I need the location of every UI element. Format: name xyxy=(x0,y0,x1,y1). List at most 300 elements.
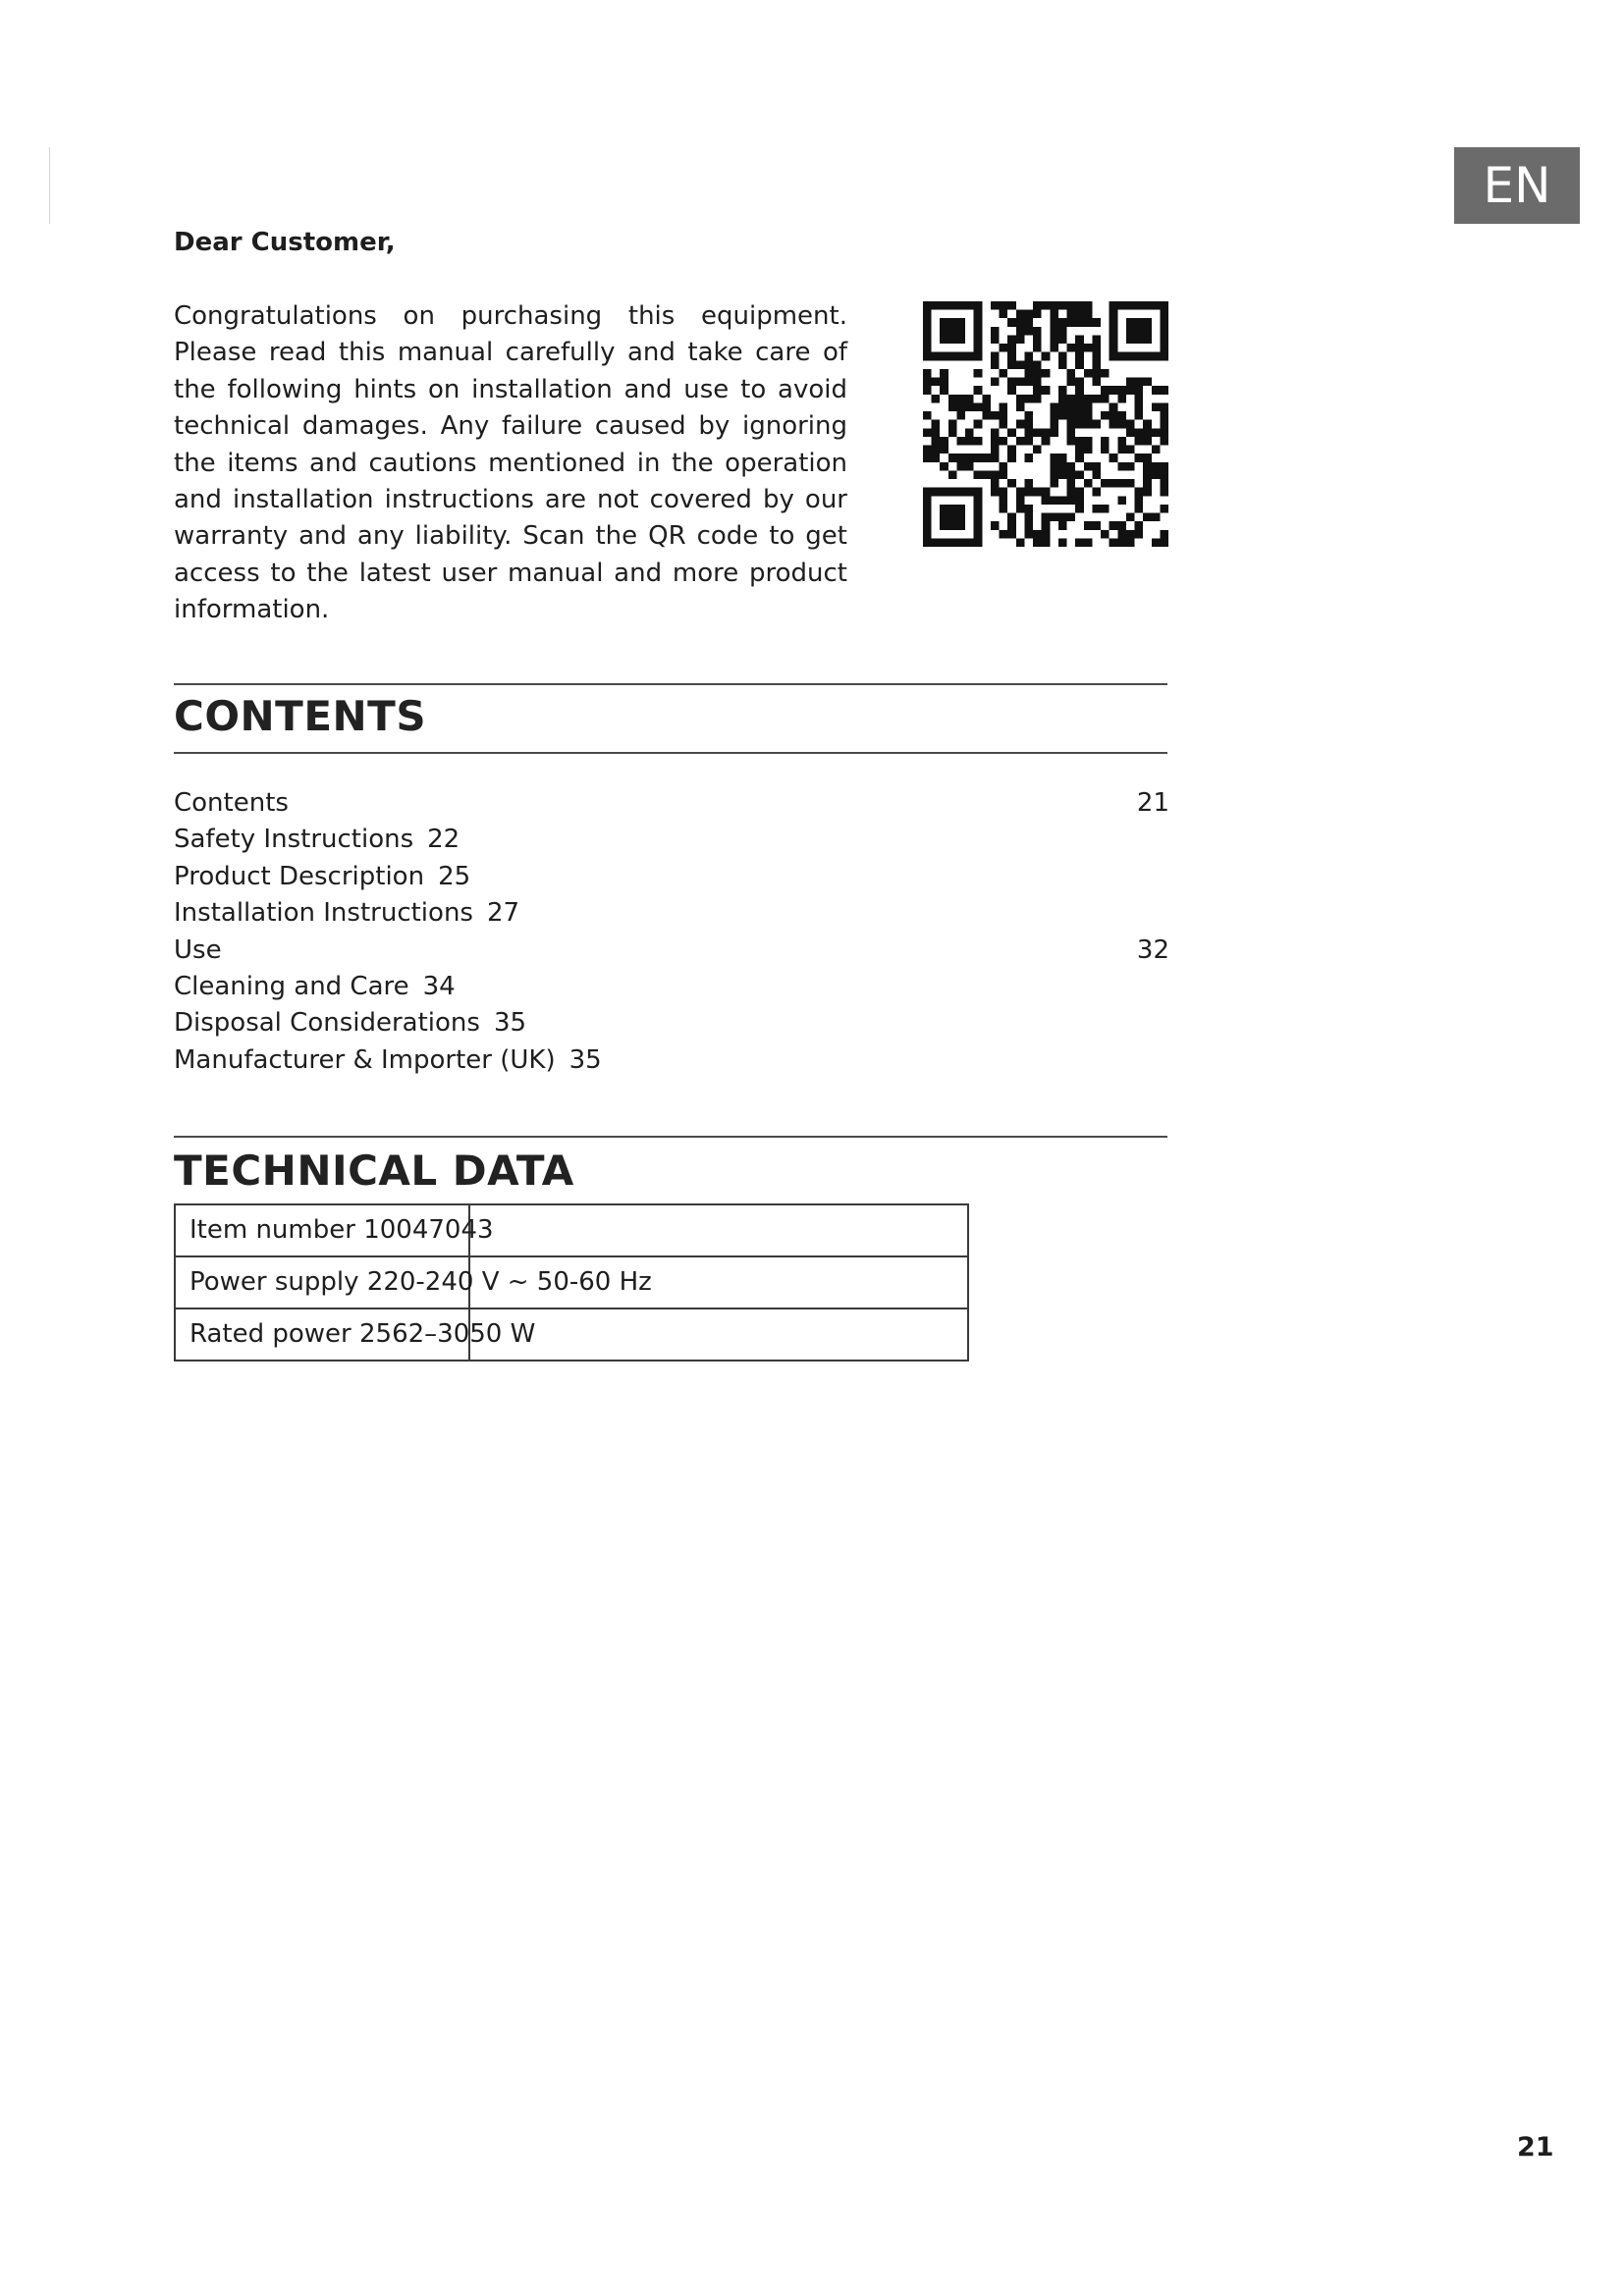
qr-module xyxy=(1135,530,1144,539)
qr-module xyxy=(1042,437,1051,446)
qr-module xyxy=(1143,488,1152,497)
qr-module xyxy=(956,402,965,411)
qr-module xyxy=(1024,521,1033,530)
qr-module xyxy=(1135,386,1144,395)
toc-label: Product Description xyxy=(174,861,425,891)
tech-label: Power supply xyxy=(189,1267,359,1297)
qr-module xyxy=(940,462,948,471)
qr-module xyxy=(1092,521,1101,530)
toc-item xyxy=(174,969,1169,1005)
qr-module xyxy=(1050,462,1058,471)
qr-module xyxy=(1058,352,1067,361)
toc-page: 32 xyxy=(1136,934,1169,965)
qr-module xyxy=(1058,395,1067,403)
qr-module xyxy=(1016,378,1025,387)
qr-module xyxy=(1007,428,1016,437)
qr-module xyxy=(1042,369,1051,378)
qr-module xyxy=(991,437,1000,446)
qr-module xyxy=(923,411,932,420)
qr-module xyxy=(923,369,932,378)
qr-module xyxy=(1152,428,1161,437)
qr-module xyxy=(1101,386,1110,395)
qr-module xyxy=(1007,454,1016,462)
toc-label: Disposal Considerations xyxy=(174,1008,480,1039)
qr-module xyxy=(991,521,1000,530)
qr-module xyxy=(1075,378,1084,387)
qr-module xyxy=(1007,446,1016,454)
qr-module xyxy=(1033,369,1042,378)
qr-module xyxy=(956,437,965,446)
qr-module xyxy=(991,428,1000,437)
qr-module xyxy=(1050,310,1058,319)
qr-module xyxy=(974,386,983,395)
qr-module xyxy=(1058,462,1067,471)
qr-module xyxy=(1016,496,1025,505)
qr-module xyxy=(1117,386,1126,395)
qr-module xyxy=(1143,513,1152,522)
qr-module xyxy=(1143,454,1152,462)
qr-module xyxy=(1075,344,1084,352)
qr-module xyxy=(1135,521,1144,530)
qr-module xyxy=(1042,538,1051,547)
qr-module xyxy=(1007,521,1016,530)
qr-module xyxy=(1067,301,1076,310)
qr-module xyxy=(1092,344,1101,352)
qr-module xyxy=(1000,470,1008,479)
qr-module xyxy=(1067,402,1076,411)
qr-module xyxy=(1050,402,1058,411)
qr-module xyxy=(1135,428,1144,437)
qr-module xyxy=(1033,386,1042,395)
qr-module xyxy=(1084,318,1093,327)
qr-module xyxy=(1135,437,1144,446)
qr-module xyxy=(932,395,941,403)
toc-page: 35 xyxy=(568,1044,602,1075)
qr-module xyxy=(1016,437,1025,446)
qr-module xyxy=(974,437,983,446)
qr-module xyxy=(1050,344,1058,352)
qr-module xyxy=(956,462,965,471)
qr-module xyxy=(1024,488,1033,497)
qr-module xyxy=(1075,352,1084,361)
qr-module xyxy=(1117,411,1126,420)
qr-module xyxy=(940,437,948,446)
qr-module xyxy=(1135,496,1144,505)
qr-module xyxy=(1058,513,1067,522)
qr-module xyxy=(1033,378,1042,387)
qr-module xyxy=(1050,301,1058,310)
qr-module xyxy=(932,454,941,462)
qr-module xyxy=(1058,470,1067,479)
qr-module xyxy=(974,402,983,411)
qr-module xyxy=(1024,454,1033,462)
qr-module xyxy=(1000,344,1008,352)
technical-data-table xyxy=(174,1203,969,1362)
qr-module xyxy=(1058,411,1067,420)
qr-module xyxy=(1050,318,1058,327)
toc-label: Manufacturer & Importer (UK) xyxy=(174,1044,556,1075)
qr-module xyxy=(1050,513,1058,522)
tech-value: 220-240 V ~ 50-60 Hz xyxy=(366,1267,652,1297)
qr-module xyxy=(1067,420,1076,429)
qr-module xyxy=(965,402,974,411)
qr-module xyxy=(1126,428,1135,437)
qr-module xyxy=(982,470,991,479)
qr-module xyxy=(1160,386,1168,395)
qr-module xyxy=(956,454,965,462)
qr-module xyxy=(1160,505,1168,513)
qr-module xyxy=(1075,411,1084,420)
qr-module xyxy=(1126,538,1135,547)
qr-module xyxy=(1058,538,1067,547)
qr-module xyxy=(1033,327,1042,336)
qr-module xyxy=(932,378,941,387)
tech-label: Rated power xyxy=(189,1319,352,1349)
qr-module xyxy=(1135,411,1144,420)
qr-module xyxy=(1075,470,1084,479)
toc-page: 22 xyxy=(427,825,460,855)
qr-module xyxy=(1058,301,1067,310)
qr-module xyxy=(932,437,941,446)
qr-module xyxy=(1075,301,1084,310)
qr-module xyxy=(1016,335,1025,344)
qr-module xyxy=(1117,437,1126,446)
qr-module xyxy=(1016,360,1025,369)
qr-module xyxy=(1135,454,1144,462)
qr-module xyxy=(956,395,965,403)
qr-module xyxy=(1075,386,1084,395)
qr-module xyxy=(991,446,1000,454)
qr-module xyxy=(1084,411,1093,420)
qr-module xyxy=(948,470,957,479)
qr-module xyxy=(923,386,932,395)
qr-module xyxy=(1160,488,1168,497)
qr-module xyxy=(1101,411,1110,420)
qr-module xyxy=(1160,420,1168,429)
qr-module xyxy=(1160,538,1168,547)
contents-list xyxy=(174,785,1169,1079)
qr-module xyxy=(1084,395,1093,403)
qr-module xyxy=(1050,411,1058,420)
qr-module xyxy=(1007,513,1016,522)
qr-module xyxy=(923,378,932,387)
qr-module xyxy=(1033,335,1042,344)
qr-module xyxy=(1101,446,1110,454)
qr-module xyxy=(1024,378,1033,387)
qr-module xyxy=(1067,488,1076,497)
qr-module xyxy=(1075,395,1084,403)
qr-module xyxy=(1143,470,1152,479)
qr-module xyxy=(1067,318,1076,327)
tech-value: 10047043 xyxy=(363,1215,494,1245)
qr-module xyxy=(1110,521,1118,530)
qr-module xyxy=(1067,310,1076,319)
intro-paragraph: Congratulations on purchasing this equipment. Please read this manual carefully and take care of the following hints on installation and use to avoid technical damages. Any failure caused by ignoring the items and cautions mentioned in the operation and installation instructions are not covered by our warranty and any liability. Scan the QR code to get access to the latest user manual and more product information. xyxy=(174,301,847,625)
qr-module xyxy=(1143,420,1152,429)
qr-module xyxy=(1024,352,1033,361)
qr-module xyxy=(1000,301,1008,310)
qr-module xyxy=(1160,479,1168,488)
qr-module xyxy=(991,360,1000,369)
qr-module xyxy=(1084,369,1093,378)
qr-module xyxy=(991,335,1000,344)
qr-module xyxy=(1000,310,1008,319)
qr-module xyxy=(1084,446,1093,454)
qr-module xyxy=(965,395,974,403)
qr-module xyxy=(1067,395,1076,403)
qr-module xyxy=(1143,462,1152,471)
qr-module xyxy=(1007,378,1016,387)
qr-module xyxy=(940,369,948,378)
qr-module xyxy=(991,479,1000,488)
qr-module xyxy=(1117,395,1126,403)
qr-module xyxy=(1042,521,1051,530)
qr-module xyxy=(1117,496,1126,505)
qr-module xyxy=(1050,496,1058,505)
qr-module xyxy=(1067,411,1076,420)
qr-module xyxy=(1152,470,1161,479)
qr-module xyxy=(1000,411,1008,420)
qr-module xyxy=(1092,335,1101,344)
qr-module xyxy=(965,462,974,471)
qr-module xyxy=(1058,496,1067,505)
toc-page: 27 xyxy=(486,898,520,929)
qr-module xyxy=(1092,420,1101,429)
qr-module xyxy=(1050,470,1058,479)
qr-module xyxy=(1075,335,1084,344)
toc-page: 25 xyxy=(438,861,471,891)
qr-module xyxy=(982,454,991,462)
qr-module xyxy=(991,378,1000,387)
qr-module xyxy=(1016,327,1025,336)
qr-module xyxy=(1067,496,1076,505)
qr-module xyxy=(1075,454,1084,462)
qr-module xyxy=(1033,310,1042,319)
qr-module xyxy=(923,454,932,462)
qr-module xyxy=(1152,446,1161,454)
qr-module xyxy=(1024,360,1033,369)
qr-module xyxy=(1084,344,1093,352)
qr-module xyxy=(1092,318,1101,327)
qr-module xyxy=(1160,437,1168,446)
qr-module xyxy=(1042,488,1051,497)
qr-module xyxy=(1016,488,1025,497)
qr-module xyxy=(1110,386,1118,395)
qr-module xyxy=(1092,505,1101,513)
table-row xyxy=(175,1256,968,1308)
qr-module xyxy=(1075,420,1084,429)
qr-module xyxy=(1160,402,1168,411)
toc-item xyxy=(174,822,1169,858)
qr-module xyxy=(974,420,983,429)
qr-module xyxy=(1101,437,1110,446)
qr-module xyxy=(1117,479,1126,488)
qr-module xyxy=(991,454,1000,462)
qr-module xyxy=(932,420,941,429)
qr-module xyxy=(1084,479,1093,488)
qr-module xyxy=(1117,462,1126,471)
qr-module xyxy=(1024,420,1033,429)
toc-label: Installation Instructions xyxy=(174,898,473,929)
qr-module xyxy=(1110,479,1118,488)
qr-module xyxy=(1050,454,1058,462)
qr-module xyxy=(1092,395,1101,403)
qr-module xyxy=(1050,420,1058,429)
qr-module xyxy=(1024,437,1033,446)
toc-page: 35 xyxy=(493,1008,527,1039)
toc-item xyxy=(174,1042,1169,1079)
qr-module xyxy=(948,428,957,437)
qr-module xyxy=(923,446,932,454)
qr-module xyxy=(1024,428,1033,437)
qr-module xyxy=(1033,530,1042,539)
qr-module xyxy=(1084,538,1093,547)
qr-module xyxy=(1135,488,1144,497)
qr-module xyxy=(1000,369,1008,378)
qr-module xyxy=(1075,488,1084,497)
qr-module xyxy=(1101,479,1110,488)
qr-module xyxy=(1110,420,1118,429)
qr-module xyxy=(1126,420,1135,429)
qr-module xyxy=(1000,420,1008,429)
qr-module xyxy=(1000,488,1008,497)
qr-module xyxy=(1135,505,1144,513)
qr-module xyxy=(982,402,991,411)
qr-module xyxy=(1024,327,1033,336)
toc-label: Use xyxy=(174,934,222,965)
qr-module xyxy=(948,420,957,429)
qr-module xyxy=(1024,395,1033,403)
qr-module xyxy=(1007,318,1016,327)
contents-title: CONTENTS xyxy=(174,692,427,740)
qr-module xyxy=(1058,521,1067,530)
qr-module xyxy=(1117,530,1126,539)
qr-module xyxy=(1101,369,1110,378)
qr-module xyxy=(982,395,991,403)
toc-item xyxy=(174,933,1169,969)
language-tab: EN xyxy=(1454,147,1580,224)
qr-module xyxy=(1024,369,1033,378)
qr-module xyxy=(1101,395,1110,403)
qr-module xyxy=(1050,327,1058,336)
qr-module xyxy=(1024,411,1033,420)
qr-module xyxy=(1160,462,1168,471)
qr-module xyxy=(1084,462,1093,471)
qr-module xyxy=(1110,402,1118,411)
qr-module xyxy=(974,470,983,479)
qr-module xyxy=(991,411,1000,420)
tech-label: Item number xyxy=(189,1215,355,1245)
qr-module xyxy=(1067,344,1076,352)
greeting: Dear Customer, xyxy=(174,228,396,257)
qr-module xyxy=(1000,462,1008,471)
qr-module xyxy=(1067,479,1076,488)
qr-module xyxy=(1110,538,1118,547)
qr-module xyxy=(1143,479,1152,488)
toc-page: 21 xyxy=(1136,788,1169,818)
qr-module xyxy=(1160,470,1168,479)
qr-module xyxy=(1126,378,1135,387)
qr-module xyxy=(1050,335,1058,344)
toc-item xyxy=(174,895,1169,932)
qr-module xyxy=(1126,530,1135,539)
table-row xyxy=(175,1204,968,1256)
qr-module xyxy=(1084,402,1093,411)
qr-module xyxy=(982,411,991,420)
qr-module xyxy=(940,386,948,395)
qr-module xyxy=(1042,386,1051,395)
qr-module xyxy=(1067,428,1076,437)
qr-module xyxy=(1024,505,1033,513)
qr-module xyxy=(1117,521,1126,530)
qr-module xyxy=(1075,505,1084,513)
qr-module xyxy=(1033,488,1042,497)
qr-module xyxy=(1050,428,1058,437)
qr-module xyxy=(1058,318,1067,327)
qr-module xyxy=(1007,344,1016,352)
qr-module xyxy=(991,352,1000,361)
qr-module xyxy=(1152,538,1161,547)
qr-module xyxy=(1024,479,1033,488)
technical-data-title: TECHNICAL DATA xyxy=(174,1147,574,1195)
qr-module xyxy=(1058,360,1067,369)
qr-module xyxy=(991,301,1000,310)
qr-module xyxy=(1092,352,1101,361)
qr-module xyxy=(1000,496,1008,505)
qr-module xyxy=(1050,479,1058,488)
qr-module xyxy=(965,428,974,437)
qr-module xyxy=(1067,437,1076,446)
qr-module xyxy=(940,378,948,387)
qr-module xyxy=(1016,505,1025,513)
qr-module xyxy=(1033,360,1042,369)
toc-item xyxy=(174,859,1169,895)
qr-module xyxy=(974,454,983,462)
qr-module xyxy=(1058,386,1067,395)
toc-page: 34 xyxy=(422,971,456,1001)
toc-label: Safety Instructions xyxy=(174,825,414,855)
qr-module xyxy=(1042,513,1051,522)
qr-module xyxy=(1092,369,1101,378)
qr-module xyxy=(1135,378,1144,387)
qr-module xyxy=(1000,505,1008,513)
tech-label-cell xyxy=(175,1308,536,1361)
qr-module xyxy=(1058,327,1067,336)
qr-module xyxy=(1067,513,1076,522)
qr-module xyxy=(1110,411,1118,420)
qr-module xyxy=(1016,318,1025,327)
qr-module xyxy=(1160,530,1168,539)
qr-module xyxy=(1160,428,1168,437)
qr-module xyxy=(1152,386,1161,395)
qr-module xyxy=(1126,462,1135,471)
qr-module xyxy=(965,454,974,462)
qr-module xyxy=(1000,530,1008,539)
qr-module xyxy=(1092,462,1101,471)
qr-module xyxy=(956,411,965,420)
qr-module xyxy=(1117,538,1126,547)
qr-module xyxy=(1016,402,1025,411)
qr-module xyxy=(1033,428,1042,437)
qr-module xyxy=(1007,530,1016,539)
qr-module xyxy=(1152,402,1161,411)
qr-module xyxy=(1135,395,1144,403)
qr-module xyxy=(1000,402,1008,411)
qr-module xyxy=(940,446,948,454)
page-number: 21 xyxy=(1517,2132,1554,2163)
qr-module xyxy=(1075,496,1084,505)
qr-module xyxy=(1075,538,1084,547)
